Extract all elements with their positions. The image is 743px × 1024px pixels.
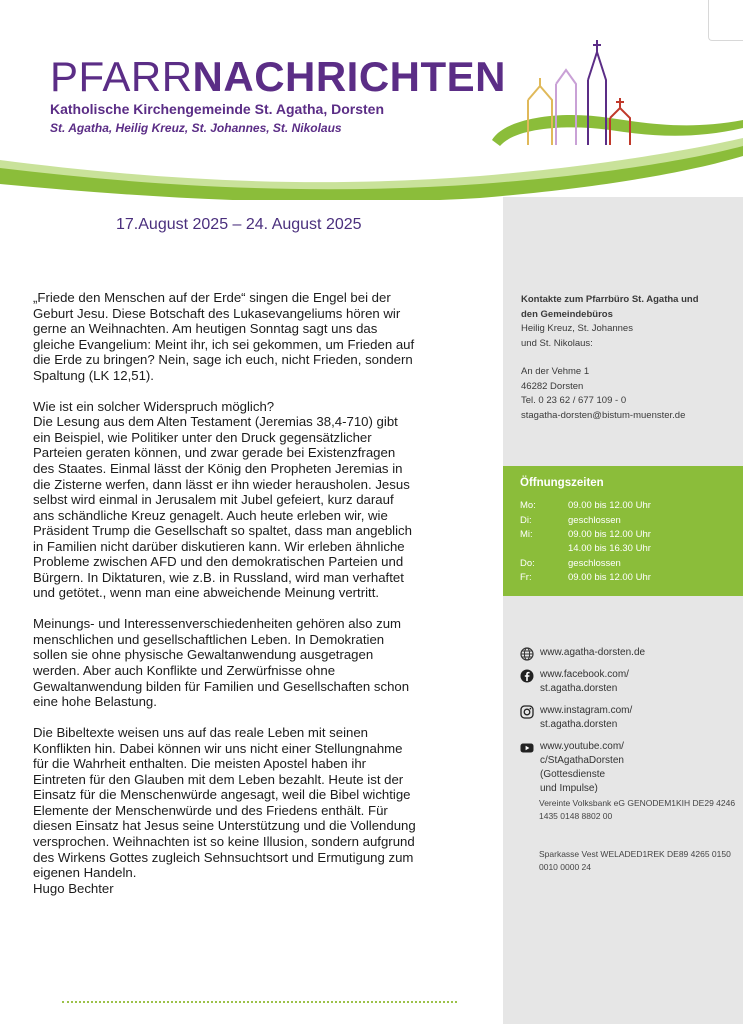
masthead-parishes: St. Agatha, Heilig Kreuz, St. Johannes, St. Nikolaus xyxy=(50,121,342,135)
contact-block xyxy=(521,293,736,423)
instagram-icon xyxy=(520,705,534,719)
opening-hours-title: Öffnungszeiten xyxy=(520,477,604,489)
hours-row: Do: geschlossen xyxy=(520,558,621,569)
header-swoosh-illustration xyxy=(0,0,743,200)
contact-email[interactable]: stagatha-dorsten@bistum-muenster.de xyxy=(521,409,686,421)
hours-row: 14.00 bis 16.30 Uhr xyxy=(568,543,651,554)
masthead-title: PFARRNACHRICHTEN xyxy=(50,53,507,100)
hours-row: Mo: 09.00 bis 12.00 Uhr xyxy=(520,500,651,511)
article-paragraph: „Friede den Menschen auf der Erde“ singen die Engel bei der Geburt Jesu. Diese Botschaft des Lukasevangeliums hören wir gerne an Weihnachten. Am heutigen Sonntag sagt uns das gleiche Evangelium: Meint ihr, ich sei gekommen, um Frieden auf die Erde zu bringen? Nein, sage ich euch, nicht Frieden, sondern Spaltung (LK 12,51). xyxy=(33,290,415,383)
youtube-icon xyxy=(520,741,534,755)
globe-icon xyxy=(520,647,534,661)
article-paragraph: Wie ist ein solcher Widerspruch möglich? Die Lesung aus dem Alten Testament (Jeremias 38,4-710) gibt ein Beispiel, wie Politiker unter den Druck gegensätzlicher Parteien geraten können, und zwar gerade bei Existenzfragen des Staates. Einmal lässt der König den Propheten Jeremias in die Zisterne werfen, dann lässt er ihn wieder herausholen. Jesus selbst wird einmal in Jerusalem mit Jubel gefeiert, kurz darauf ans schändliche Kreuz genagelt. Auch heute erleben wir, wie Präsident Trump die Gesellschaft so spaltet, dass man angeblich in Familien nicht darüber diskutieren kann. Wir erleben ähnliche Probleme zwischen AFD und den demokratischen Parteien und Bürgern. In Diktaturen, wie z.B. in Russland, wird man verhaftet und getötet., wenn man eine abweichende Meinung vertritt. xyxy=(33,398,412,601)
hours-row: Fr: 09.00 bis 12.00 Uhr xyxy=(520,572,651,583)
bank-details-volksbank: Vereinte Volksbank eG GENODEM1KIH DE29 4246 1435 0148 8802 00 xyxy=(539,798,736,821)
masthead-subtitle: Katholische Kirchengemeinde St. Agatha, Dorsten xyxy=(50,101,384,117)
contact-street: An der Vehme 1 xyxy=(521,366,590,377)
facebook-icon xyxy=(520,669,534,683)
contact-city: 46282 Dorsten xyxy=(521,380,584,392)
contact-heading: Kontakte zum Pfarrbüro St. Agatha und den Gemeindebüros xyxy=(521,294,699,320)
article-paragraph: Meinungs- und Interessenverschiedenheiten gehören also zum menschlichen und gesellschaftlichen Leben. In Demokratien sollen sie ohne physische Gewaltanwendung ausgetragen werden. Aber auch Konflikte und Zerwürfnisse ohne Gewaltanwendung bilden für Familien und Gesellschaften schon eine hohe Belastung. xyxy=(33,616,410,710)
article-paragraph: Die Bibeltexte weisen uns auf das reale Leben mit seinen Konflikten hin. Dabei können wir uns nicht einer Stellungnahme für die Wahrheit enthalten. Die meisten Apostel haben ihr Eintreten für den Glauben mit dem Leben bezahlt. Heute ist der Einsatz für die Menschenwürde angesagt, weil die Bibel wichtige Elemente der Menschenwürde und des Friedens enthält. Für diesen Einsatz hat Jesus seine Unterstützung und die Vollendung versprochen. Weihnachten ist so keine Illusion, sondern aufgrund des Wirkens Gottes zugleich Sehnsuchtsort und Ermutigung zum eigenen Handeln. xyxy=(33,725,416,881)
hours-row: Mi: 09.00 bis 12.00 Uhr xyxy=(520,529,651,540)
hours-row: Di: geschlossen xyxy=(520,515,621,526)
opening-hours-box xyxy=(503,466,743,596)
footer-divider xyxy=(62,1001,457,1003)
article-body xyxy=(33,290,449,912)
article-author: Hugo Bechter xyxy=(33,880,114,896)
contact-phone: Tel. 0 23 62 / 677 109 - 0 xyxy=(521,395,627,406)
date-range: 17.August 2025 – 24. August 2025 xyxy=(116,216,362,233)
contact-subheading: Heilig Kreuz, St. Johannes und St. Nikolaus: xyxy=(521,323,633,349)
bank-details-sparkasse: Sparkasse Vest WELADED1REK DE89 4265 0150 0010 0000 24 xyxy=(539,849,731,872)
